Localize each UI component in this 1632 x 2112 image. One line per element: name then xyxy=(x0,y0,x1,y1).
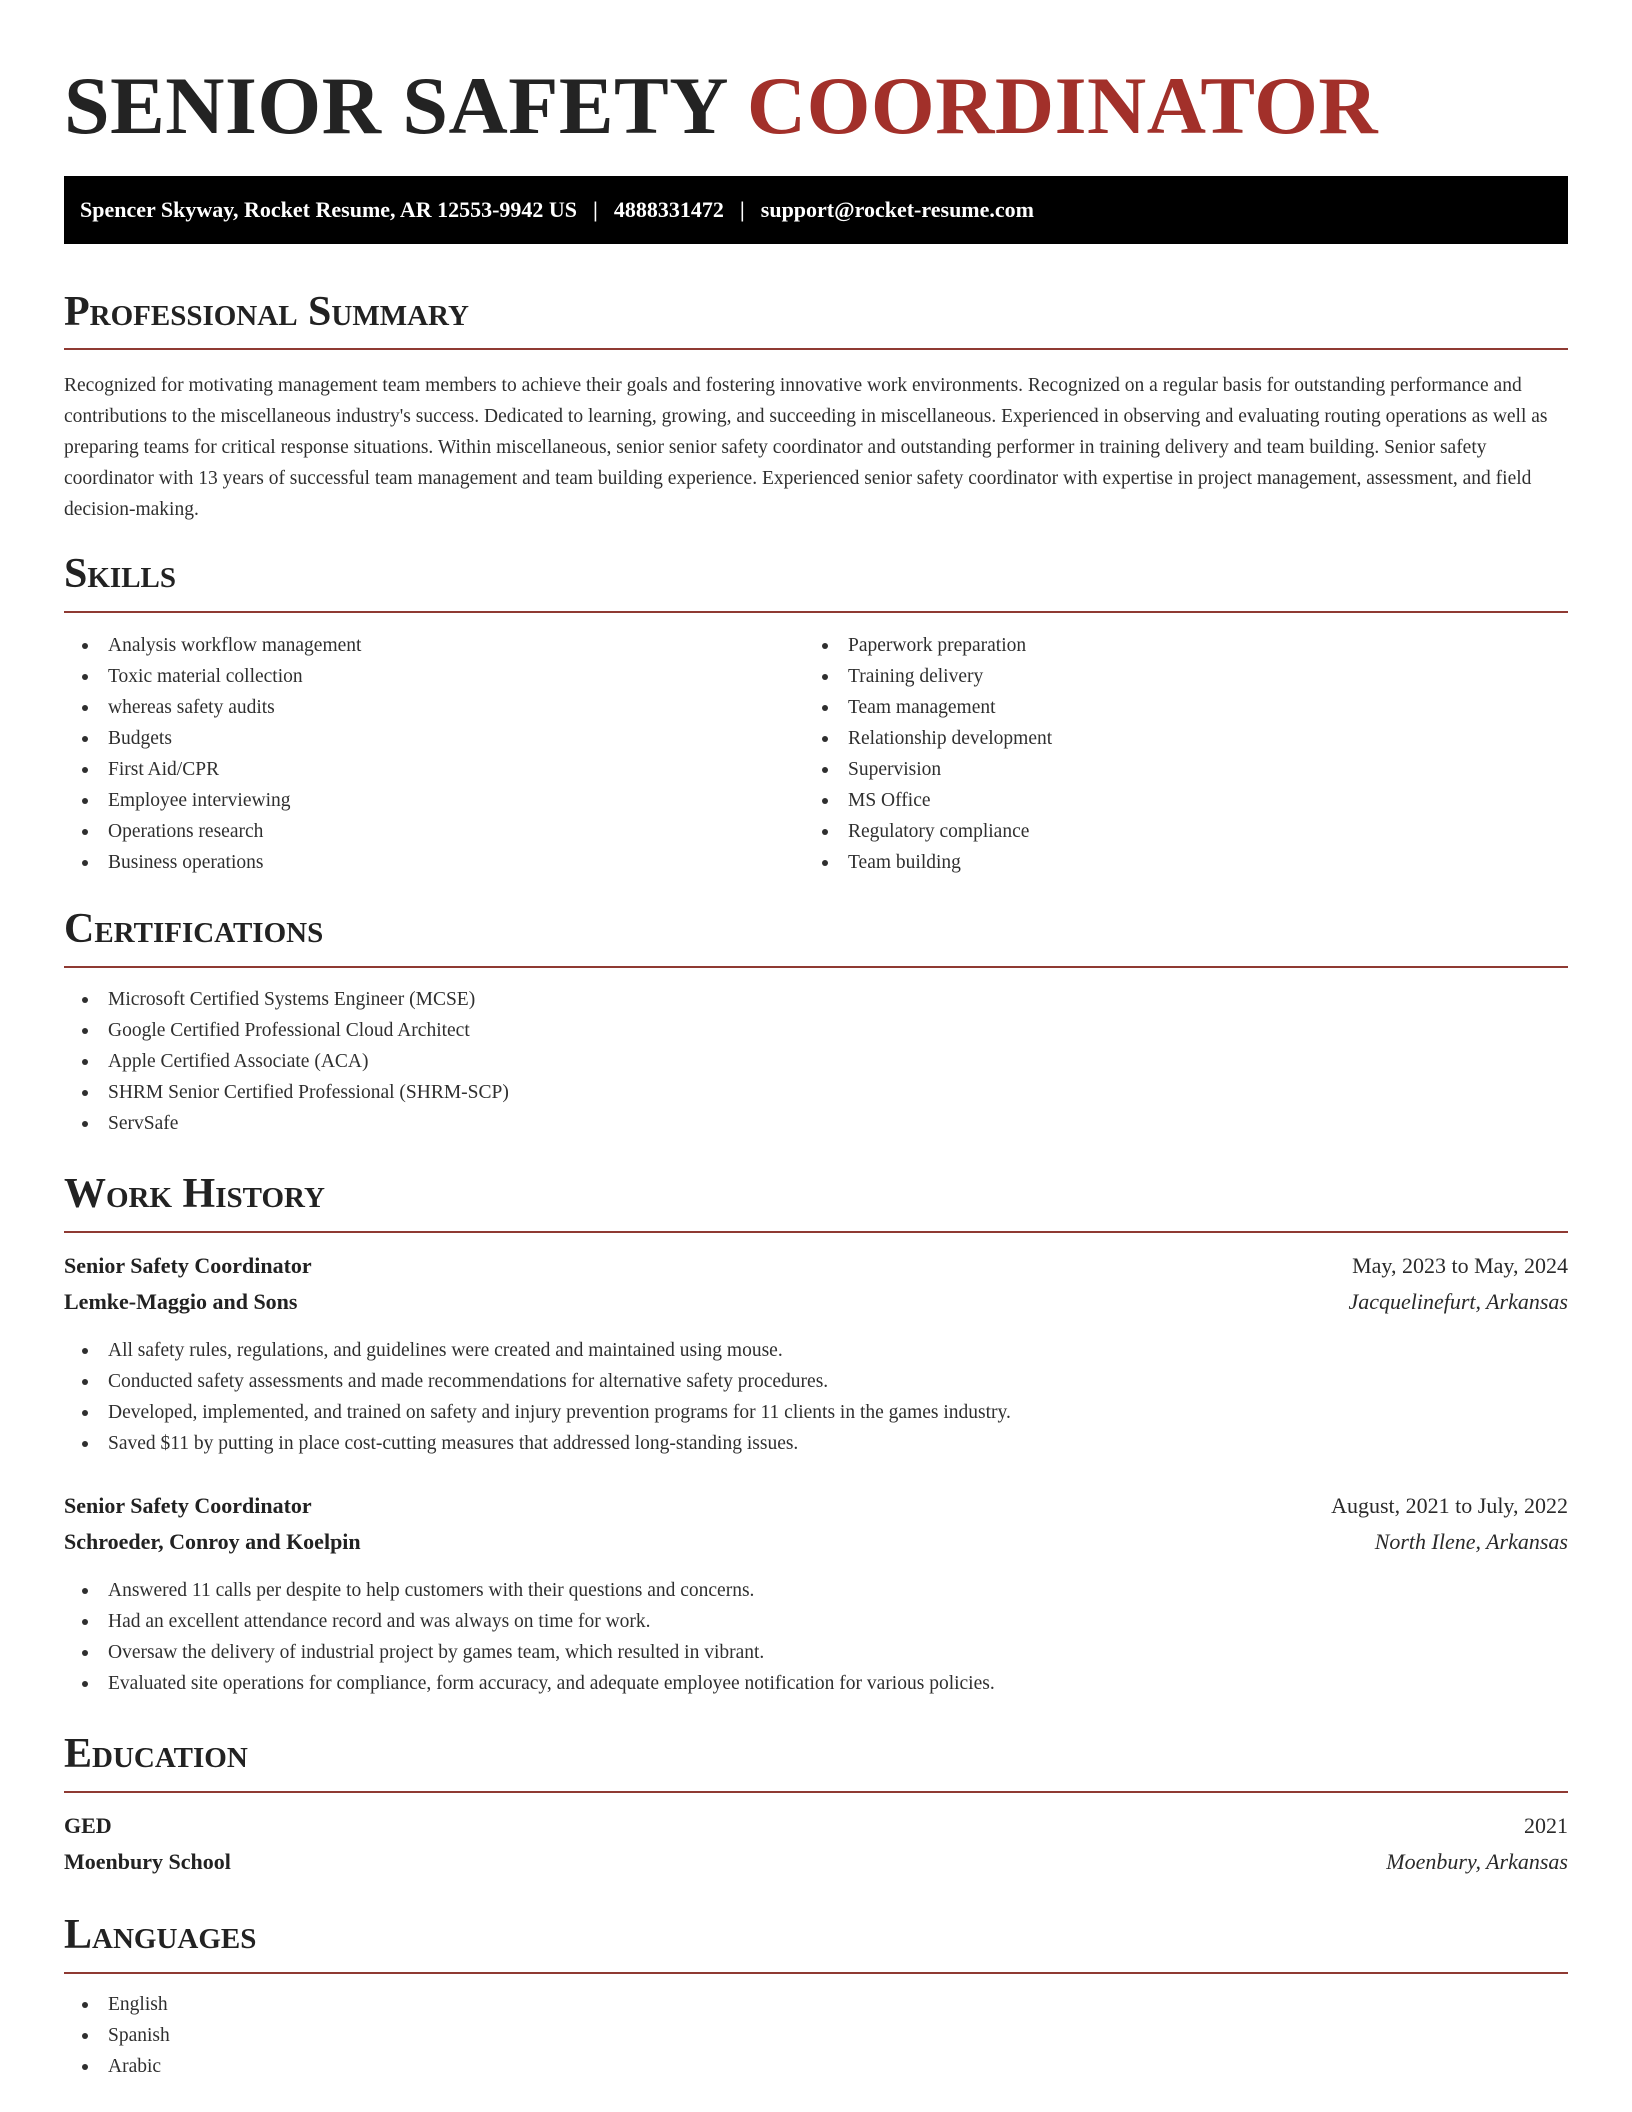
skill-item: MS Office xyxy=(804,785,1052,816)
skill-item: Relationship development xyxy=(804,723,1052,754)
skill-item: Budgets xyxy=(64,723,361,754)
title-part1: SENIOR SAFETY xyxy=(64,60,726,151)
skills-list-right xyxy=(804,630,1052,878)
job-dates: August, 2021 to July, 2022 xyxy=(1331,1493,1568,1518)
skill-item: Analysis workflow management xyxy=(64,630,361,661)
contact-email: support@rocket-resume.com xyxy=(760,197,1034,222)
job-location: Jacquelinefurt, Arkansas xyxy=(1348,1289,1568,1314)
job-header-row xyxy=(64,1248,1568,1284)
job-bullet: Oversaw the delivery of industrial project by games team, which resulted in vibrant. xyxy=(64,1637,995,1668)
job-header-row xyxy=(64,1488,1568,1524)
contact-phone: 4888331472 xyxy=(613,197,724,222)
skill-item: Regulatory compliance xyxy=(804,816,1052,847)
contact-separator: | xyxy=(739,197,745,222)
skill-item: Team building xyxy=(804,847,1052,878)
contact-bar xyxy=(64,176,1568,244)
job-dates: May, 2023 to May, 2024 xyxy=(1352,1253,1568,1278)
education-degree: GED xyxy=(64,1813,112,1838)
summary-text: Recognized for motivating management team members to achieve their goals and fostering innovative work environments. Recognized on a regular basis for outstanding performance and contributions to the miscellaneous industry's success. Dedicated to learning, growing, and succeeding in miscellaneous. Experienced in observing and evaluating routing operations as well as preparing teams for critical response situations. Within miscellaneous, senior senior safety coordinator and outstanding performer in training delivery and team building. Senior safety coordinator with 13 years of successful team management and team building experience. Experienced senior safety coordinator with expertise in project management, assessment, and field decision-making. xyxy=(64,375,1548,520)
job-bullet: Conducted safety assessments and made recommendations for alternative safety procedures. xyxy=(64,1366,1011,1397)
education-year: 2021 xyxy=(1524,1813,1568,1838)
skill-item: Business operations xyxy=(64,847,361,878)
certification-item: Google Certified Professional Cloud Architect xyxy=(64,1015,509,1046)
skill-item: Supervision xyxy=(804,754,1052,785)
section-title-education: Education xyxy=(64,1731,248,1777)
job-title: Senior Safety Coordinator xyxy=(64,1493,312,1518)
section-divider xyxy=(64,611,1568,613)
job-bullet: All safety rules, regulations, and guidelines were created and maintained using mouse. xyxy=(64,1335,1011,1366)
skill-item: Toxic material collection xyxy=(64,661,361,692)
skill-item: Employee interviewing xyxy=(64,785,361,816)
language-item: Spanish xyxy=(64,2020,170,2051)
job-bullet: Developed, implemented, and trained on safety and injury prevention programs for 11 clients in the games industry. xyxy=(64,1397,1011,1428)
certification-item: ServSafe xyxy=(64,1108,509,1139)
skill-item: Training delivery xyxy=(804,661,1052,692)
certification-item: Microsoft Certified Systems Engineer (MCSE) xyxy=(64,984,509,1015)
job-bullet: Had an excellent attendance record and was always on time for work. xyxy=(64,1606,995,1637)
contact-address: Spencer Skyway, Rocket Resume, AR 12553-9942 US xyxy=(80,197,578,222)
certification-item: SHRM Senior Certified Professional (SHRM-SCP) xyxy=(64,1077,509,1108)
languages-list xyxy=(64,1989,170,2082)
certification-item: Apple Certified Associate (ACA) xyxy=(64,1046,509,1077)
section-title-certifications: Certifications xyxy=(64,906,324,952)
section-divider xyxy=(64,966,1568,968)
certifications-list xyxy=(64,984,509,1139)
education-location: Moenbury, Arkansas xyxy=(1386,1849,1568,1874)
job-bullets xyxy=(64,1335,1011,1459)
contact-separator: | xyxy=(593,197,598,222)
job-company: Schroeder, Conroy and Koelpin xyxy=(64,1529,361,1554)
job-title: Senior Safety Coordinator xyxy=(64,1253,312,1278)
language-item: English xyxy=(64,1989,170,2020)
skills-list-left xyxy=(64,630,361,878)
section-title-languages: Languages xyxy=(64,1912,257,1958)
section-title-work-history: Work History xyxy=(64,1171,325,1217)
job-bullets xyxy=(64,1575,995,1699)
job-bullet: Evaluated site operations for compliance, form accuracy, and adequate employee notification for various policies. xyxy=(64,1668,995,1699)
job-company: Lemke-Maggio and Sons xyxy=(64,1289,298,1314)
skill-item: Operations research xyxy=(64,816,361,847)
education-row xyxy=(64,1808,1568,1844)
skill-item: Paperwork preparation xyxy=(804,630,1052,661)
language-item: Arabic xyxy=(64,2051,170,2082)
section-divider xyxy=(64,1791,1568,1793)
job-location: North Ilene, Arkansas xyxy=(1374,1529,1568,1554)
education-school: Moenbury School xyxy=(64,1849,231,1874)
job-company-row xyxy=(64,1284,1568,1320)
title-part2: COORDINATOR xyxy=(746,60,1379,151)
job-company-row xyxy=(64,1524,1568,1560)
section-divider xyxy=(64,348,1568,350)
resume-title xyxy=(64,56,1378,156)
skill-item: First Aid/CPR xyxy=(64,754,361,785)
skill-item: whereas safety audits xyxy=(64,692,361,723)
section-divider xyxy=(64,1231,1568,1233)
section-title-summary: Professional Summary xyxy=(64,289,469,335)
section-divider xyxy=(64,1972,1568,1974)
job-bullet: Answered 11 calls per despite to help customers with their questions and concerns. xyxy=(64,1575,995,1606)
education-school-row xyxy=(64,1844,1568,1880)
job-bullet: Saved $11 by putting in place cost-cutting measures that addressed long-standing issues. xyxy=(64,1428,1011,1459)
skill-item: Team management xyxy=(804,692,1052,723)
section-title-skills: Skills xyxy=(64,551,177,597)
